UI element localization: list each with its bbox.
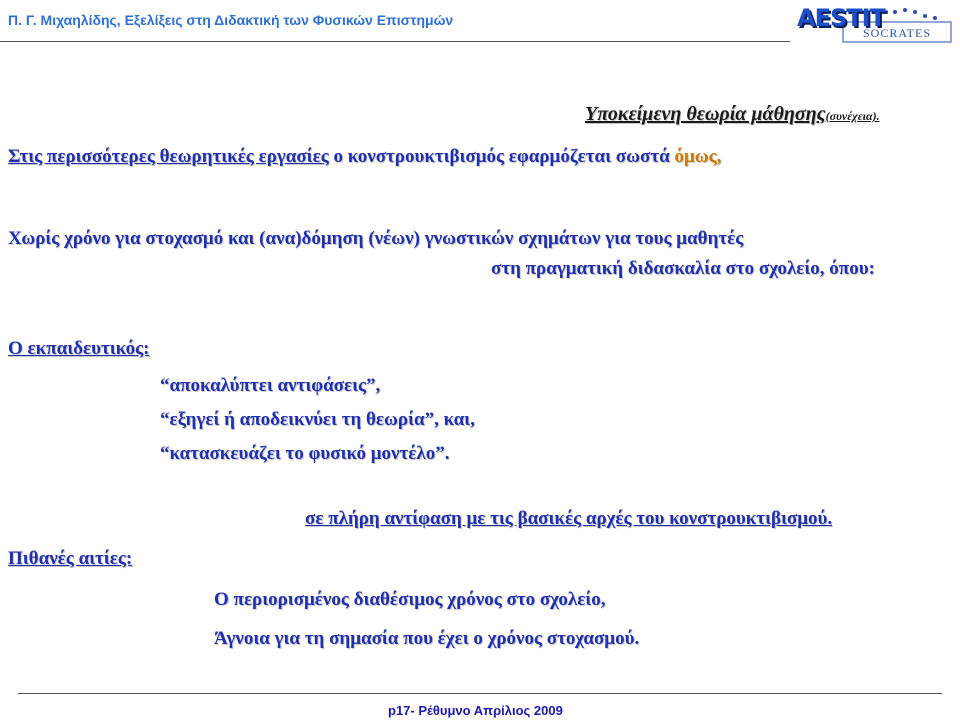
causes-label: Πιθανές αιτίες: — [8, 548, 133, 569]
footer-divider — [18, 693, 942, 694]
header-title: Π. Γ. Μιχαηλίδης, Εξελίξεις στη Διδακτική των Φυσικών Επιστημών — [8, 12, 454, 28]
intro-part-1: Στις περισσότερες θεωρητικές εργασίες — [8, 146, 329, 167]
slide-heading — [585, 103, 880, 126]
bullet-item: “αποκαλύπτει αντιφάσεις”, — [160, 375, 381, 396]
logo-main-text: AESTIT — [797, 4, 885, 32]
header-divider — [0, 41, 790, 42]
heading-suffix: (συνέχεια). — [825, 109, 880, 123]
real-teaching-line: στη πραγματική διδασκαλία στο σχολείο, όπου: — [491, 258, 875, 279]
intro-line — [8, 146, 721, 168]
teacher-label: Ο εκπαιδευτικός: — [8, 338, 150, 359]
heading-main: Υποκείμενη θεωρία μάθησης — [585, 103, 826, 125]
intro-part-3: όμως, — [674, 146, 722, 167]
intro-part-2: ο κονστρουκτιβισμός εφαρμόζεται σωστά — [328, 146, 675, 167]
no-time-line: Χωρίς χρόνο για στοχασμό και (ανα)δόμηση (νέων) γνωστικών σχημάτων για τους μαθητές — [8, 228, 744, 249]
cause-item: Ο περιορισμένος διαθέσιμος χρόνος στο σχολείο, — [214, 589, 606, 610]
contradiction-line: σε πλήρη αντίφαση με τις βασικές αρχές του κονστρουκτιβισμού. — [305, 508, 833, 529]
logo-sub-text: SOCRATES — [863, 26, 932, 40]
cause-item: Άγνοια για τη σημασία που έχει ο χρόνος στοχασμού. — [214, 628, 640, 649]
bullet-item: “κατασκευάζει το φυσικό μοντέλο”. — [160, 443, 450, 464]
aestit-socrates-logo — [795, 4, 955, 46]
footer-text: p17- Ρέθυμνο Απρίλιος 2009 — [388, 703, 563, 718]
bullet-item: “εξηγεί ή αποδεικνύει τη θεωρία”, και, — [160, 409, 475, 430]
